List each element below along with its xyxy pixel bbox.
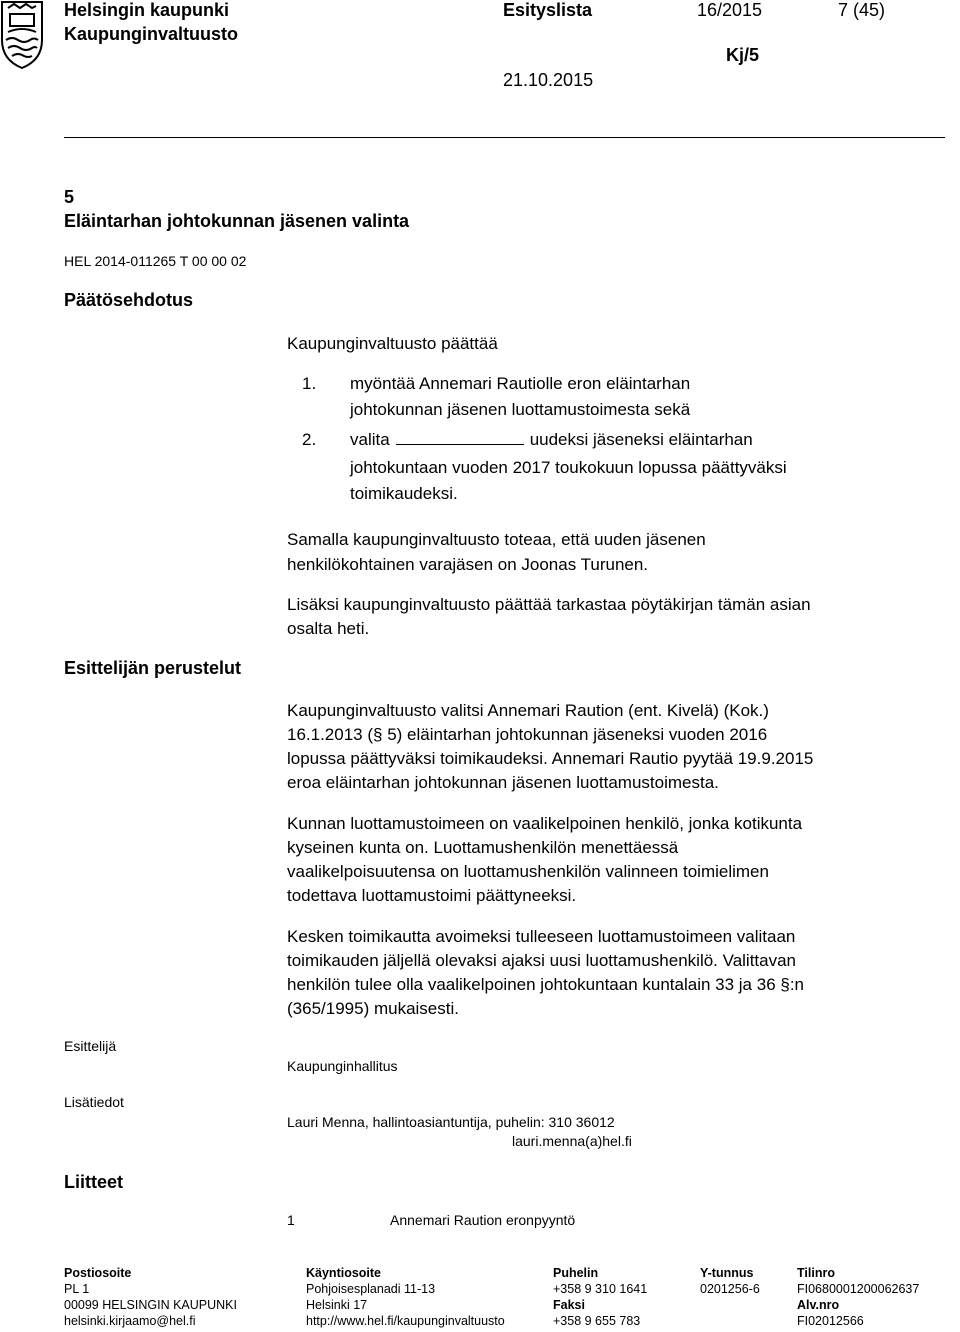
item-reference: HEL 2014-011265 T 00 00 02 xyxy=(64,253,247,269)
header-body: Kaupunginvaltuusto xyxy=(64,24,238,44)
footer-postal-l1: PL 1 xyxy=(64,1282,90,1296)
header-date: 21.10.2015 xyxy=(503,70,594,90)
footer-vat-label: Alv.nro xyxy=(797,1298,840,1312)
more-info-contact: Lauri Menna, hallintoasiantuntija, puhelin: 310 36012 xyxy=(287,1114,615,1130)
proposal-item2-pre: valita xyxy=(350,430,390,449)
more-info-email[interactable]: lauri.menna(a)hel.fi xyxy=(512,1133,632,1149)
proposal-item1-line2: johtokunnan jäsenen luottamustoimesta sekä xyxy=(350,400,691,419)
footer-bank-l1: FI0680001200062637 xyxy=(797,1282,920,1296)
proposal-item2-line2: johtokuntaan vuoden 2017 toukokuun lopussa päättyväksi xyxy=(350,458,787,477)
footer-fax-label: Faksi xyxy=(553,1298,585,1312)
rationale-p3-line1: Kesken toimikautta avoimeksi tulleeseen luottamustoimeen valitaan xyxy=(287,927,796,946)
proposal-heading: Päätösehdotus xyxy=(64,290,194,310)
name-blank-line xyxy=(396,430,524,445)
rationale-p2-line4: todettava luottamustoimi päättyneeksi. xyxy=(287,886,577,905)
rationale-p2-line1: Kunnan luottamustoimeen on vaalikelpoinen henkilö, jonka kotikunta xyxy=(287,814,803,833)
rationale-p1-line4: eroa eläintarhan johtokunnan jäsenen luottamustoimesta. xyxy=(287,773,719,792)
item-title: Eläintarhan johtokunnan jäsenen valinta xyxy=(64,211,410,231)
footer-ytunnus-l1: 0201256-6 xyxy=(700,1282,760,1296)
rationale-p3-line3: henkilön tulee olla vaalikelpoinen johtokuntaan kuntalain 33 ja 36 §:n xyxy=(287,975,804,994)
rationale-heading: Esittelijän perustelut xyxy=(64,658,242,678)
proposal-p3-line2: osalta heti. xyxy=(287,619,370,638)
proposal-p2-line1: Samalla kaupunginvaltuusto toteaa, että uuden jäsenen xyxy=(287,530,706,549)
footer-phone-l1: +358 9 310 1641 xyxy=(553,1282,648,1296)
rationale-p3-line4: (365/1995) mukaisesti. xyxy=(287,999,459,1018)
more-info-label: Lisätiedot xyxy=(64,1094,124,1110)
footer-phone-label: Puhelin xyxy=(553,1266,599,1280)
header-doc-type: Esityslista xyxy=(503,0,593,20)
footer-visit-l2: Helsinki 17 xyxy=(306,1298,368,1312)
attachment-link[interactable]: Annemari Raution eronpyyntö xyxy=(390,1212,576,1228)
rationale-p1-line2: 16.1.2013 (§ 5) eläintarhan johtokunnan jäseneksi vuoden 2016 xyxy=(287,725,768,744)
footer-visit xyxy=(306,1265,505,1329)
footer-bank xyxy=(797,1265,919,1329)
footer-postal-l2: 00099 HELSINGIN KAUPUNKI xyxy=(64,1298,237,1312)
header-page: 7 (45) xyxy=(838,0,886,20)
footer-visit-l1: Pohjoisesplanadi 11-13 xyxy=(306,1282,436,1296)
footer-bank-label: Tilinro xyxy=(797,1266,835,1280)
proposal-intro: Kaupunginvaltuusto päättää xyxy=(287,334,498,353)
attachments-heading: Liitteet xyxy=(64,1172,124,1192)
rationale-p1-line1: Kaupunginvaltuusto valitsi Annemari Raution (ent. Kivelä) (Kok.) xyxy=(287,701,769,720)
proposal-item2-line1 xyxy=(350,428,753,452)
attachment-number: 1 xyxy=(287,1212,295,1228)
presenter-value: Kaupunginhallitus xyxy=(287,1058,398,1074)
footer-vat-l3: FI02012566 xyxy=(797,1314,864,1328)
rationale-p3-line2: toimikauden jäljellä olevaksi ajaksi uusi luottamushenkilö. Valittavan xyxy=(287,951,797,970)
header-rule xyxy=(64,137,945,138)
rationale-p2-line2: kyseinen kunta on. Luottamushenkilön menettäessä xyxy=(287,838,679,857)
proposal-p2-line2: henkilökohtainen varajäsen on Joonas Turunen. xyxy=(287,555,649,574)
proposal-item1-line1: myöntää Annemari Rautiolle eron eläintarhan xyxy=(350,374,691,393)
footer-phone xyxy=(553,1265,647,1329)
footer-postal xyxy=(64,1265,237,1329)
proposal-item2-line3: toimikaudeksi. xyxy=(350,484,458,503)
helsinki-crest-logo xyxy=(0,0,44,70)
rationale-p2-line3: vaalikelpoisuutensa on luottamushenkilön valinneen toimielimen xyxy=(287,862,769,881)
footer-ytunnus-label: Y-tunnus xyxy=(700,1266,754,1280)
footer-ytunnus xyxy=(700,1265,760,1297)
proposal-item2-post: uudeksi jäseneksi eläintarhan xyxy=(529,430,753,449)
footer-email[interactable]: helsinki.kirjaamo@hel.fi xyxy=(64,1314,196,1328)
header-doc-no: 16/2015 xyxy=(697,0,763,20)
footer-fax-l3: +358 9 655 783 xyxy=(553,1314,641,1328)
presenter-label: Esittelijä xyxy=(64,1038,117,1054)
footer-visit-label: Käyntiosoite xyxy=(306,1266,382,1280)
proposal-item2-number: 2. xyxy=(302,430,317,449)
rationale-p1-line3: lopussa päättyväksi toimikaudeksi. Annemari Rautio pyytää 19.9.2015 xyxy=(287,749,814,768)
item-number: 5 xyxy=(64,187,75,207)
proposal-item1-number: 1. xyxy=(302,374,317,393)
footer-website-link[interactable]: http://www.hel.fi/kaupunginvaltuusto xyxy=(306,1314,505,1328)
proposal-p3-line1: Lisäksi kaupunginvaltuusto päättää tarkastaa pöytäkirjan tämän asian xyxy=(287,595,811,614)
footer-postal-label: Postiosoite xyxy=(64,1266,132,1280)
header-item-code: Kj/5 xyxy=(726,45,760,65)
header-org: Helsingin kaupunki xyxy=(64,0,230,20)
